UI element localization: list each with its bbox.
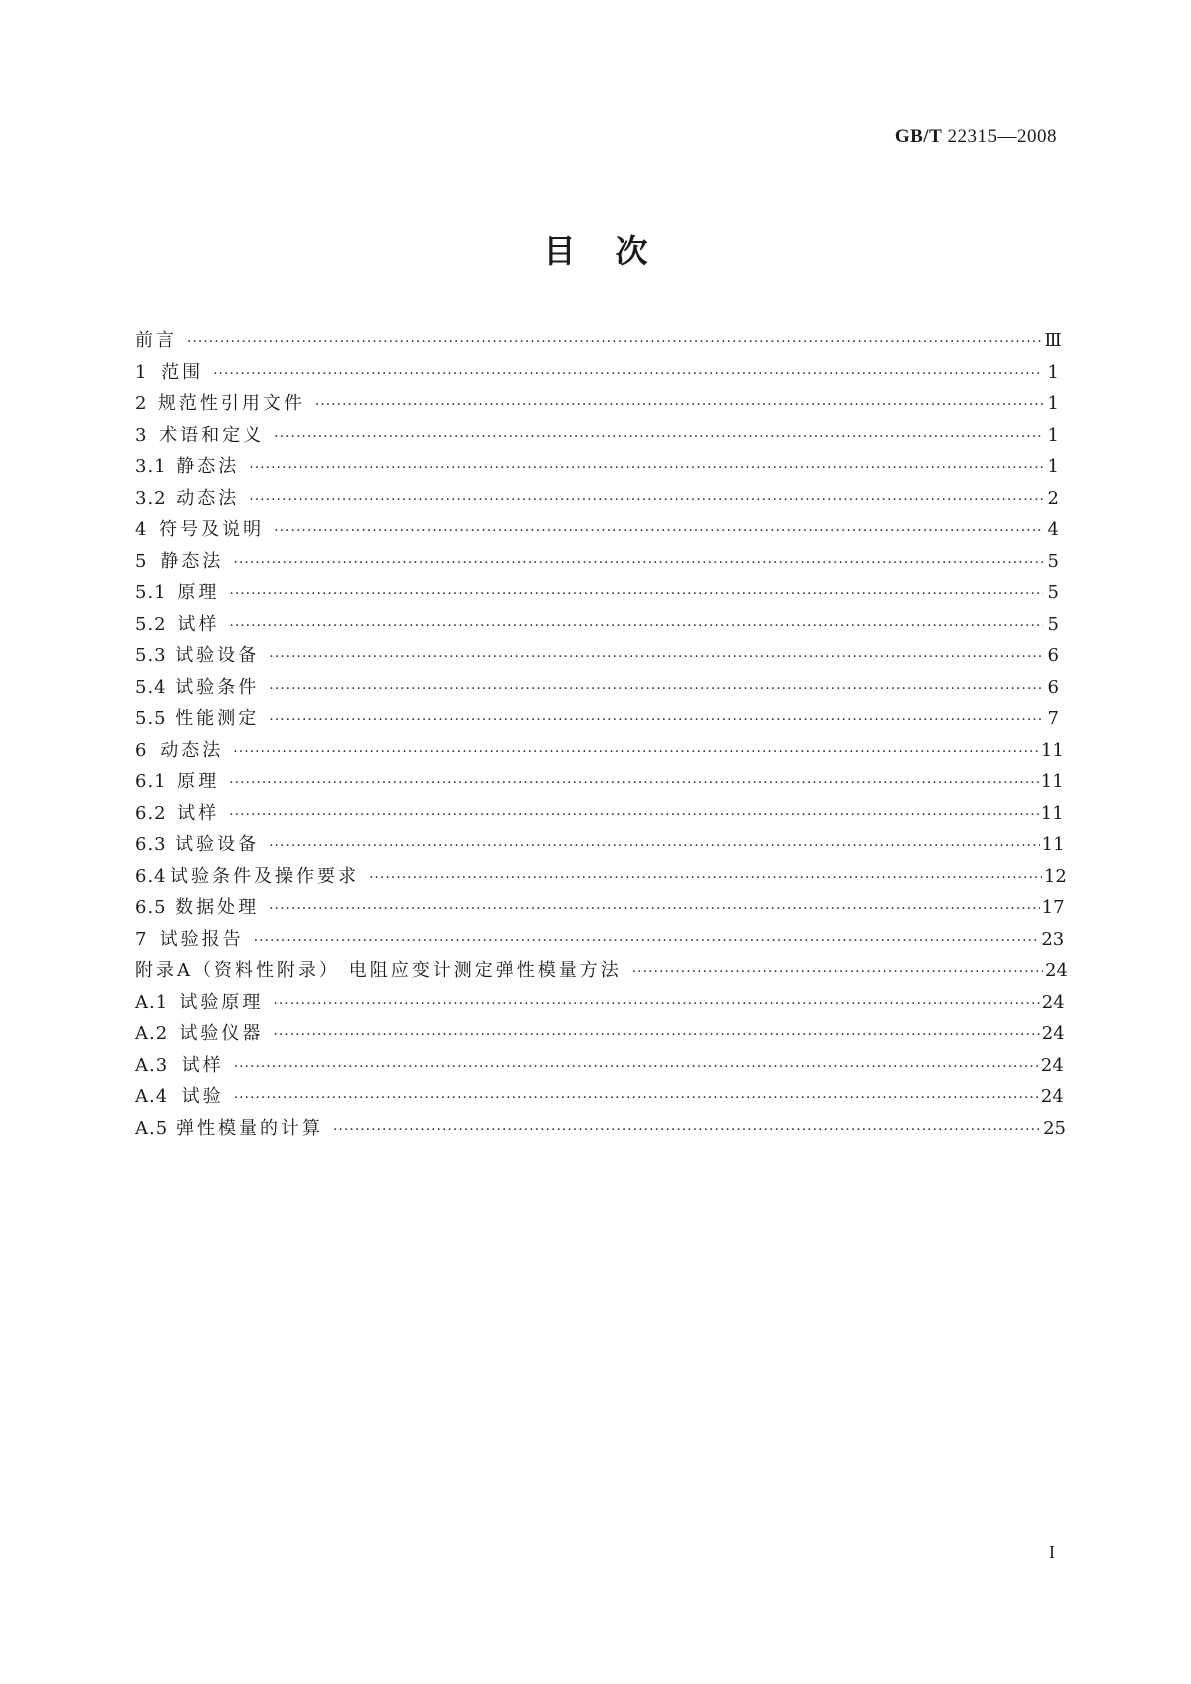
toc-entry-page: 24 [1045,960,1068,981]
toc-leader [628,957,1043,989]
toc-entry-number: 6.3 [135,834,167,855]
toc-leader [245,485,1043,517]
toc-entry-page: 25 [1043,1117,1066,1139]
toc-entry-number: 5 [135,550,148,572]
toc-entry[interactable] [135,357,1059,389]
toc-entry-label: 弹性模量的计算 [175,1117,323,1139]
toc-entry-label: 试样 [177,802,220,824]
toc-entry-page: 5 [1047,550,1059,572]
toc-entry[interactable] [135,892,1065,924]
toc-entry[interactable] [135,1050,1064,1082]
toc-entry[interactable] [135,451,1059,483]
toc-entry-number: 5.2 [135,613,167,635]
toc-entry[interactable] [135,703,1059,735]
toc-entry-number: 6.5 [135,897,167,918]
toc-entry-label: 范围 [161,361,204,383]
toc-entry-page: 4 [1047,519,1059,540]
toc-leader [230,1052,1039,1084]
toc-entry-number: 1 [135,361,148,383]
toc-entry[interactable] [135,388,1059,420]
toc-entry-page: 7 [1047,708,1059,729]
toc-leader [270,516,1043,548]
toc-entry-page: 1 [1047,424,1059,446]
toc-entry-label: 试验设备 [175,834,260,855]
toc-leader [265,674,1043,706]
toc-leader [329,1115,1041,1147]
toc-entry-label: 原理 [177,582,220,603]
toc-entry-page: 11 [1040,802,1064,824]
toc-leader [225,579,1043,611]
toc-leader [229,737,1039,769]
toc-entry[interactable] [135,735,1064,767]
toc-entry-page: 23 [1041,928,1065,950]
toc-entry[interactable] [135,766,1064,798]
toc-entry-number: 5.5 [135,708,167,729]
toc-entry-label: 试验设备 [175,645,260,666]
toc-entry-number: 6.2 [135,802,167,824]
toc-entry-label: 试样 [177,613,220,635]
toc-entry-page: 2 [1047,487,1059,509]
toc-leader [265,831,1040,863]
toc-entry-number: 3.2 [135,487,167,509]
toc-entry-page: 1 [1047,456,1059,477]
toc-entry[interactable] [135,577,1059,609]
toc-leader [229,548,1043,580]
toc-entry-label: 原理 [177,771,220,792]
toc-leader [311,390,1043,422]
toc-entry[interactable] [135,546,1059,578]
standard-code [895,126,1057,148]
toc-entry-number: A.5 [135,1117,169,1139]
toc-entry-number: A.3 [135,1054,169,1076]
toc-leader [250,926,1040,958]
toc-leader [365,863,1042,895]
toc-entry[interactable] [135,672,1059,704]
toc-entry-label: 试验条件 [175,676,260,698]
toc-entry[interactable] [135,609,1059,641]
toc-entry-page: 11 [1041,834,1065,855]
toc-entry-number: 3.1 [135,456,167,477]
toc-entry[interactable] [135,829,1065,861]
toc-entry-number: 5.3 [135,645,167,666]
toc-entry-page: 11 [1040,739,1064,761]
toc-entry[interactable] [135,924,1065,956]
toc-entry-page: 24 [1040,1086,1064,1107]
toc-entry-label: 试验原理 [179,991,264,1013]
toc-leader [270,422,1043,454]
toc-entry-number: 5.4 [135,676,167,698]
toc-leader [225,800,1039,832]
toc-entry-page: 5 [1047,613,1059,635]
toc-entry[interactable] [135,483,1059,515]
table-of-contents [135,325,1068,1144]
toc-entry-label: 数据处理 [175,897,260,918]
toc-entry-label: 静态法 [176,456,240,477]
toc-entry-label: 试验 [181,1086,224,1107]
toc-entry-label: 试样 [181,1054,224,1076]
toc-entry-number: A.1 [135,991,169,1013]
toc-entry-label: 静态法 [160,550,224,572]
toc-entry-page: 11 [1040,771,1064,792]
toc-entry-number: 6.4 [135,865,167,887]
toc-entry-number: A.2 [135,1023,169,1044]
toc-entry-page: 6 [1047,676,1059,698]
toc-entry-page: 24 [1041,991,1065,1013]
page-title: 目次 [543,232,688,270]
toc-leader [230,1083,1039,1115]
standard-number: 22315—2008 [947,126,1057,147]
toc-entry[interactable] [135,798,1064,830]
toc-entry-page: 1 [1047,361,1059,383]
toc-entry-number: A.4 [135,1086,169,1107]
toc-entry[interactable] [135,955,1068,987]
toc-leader [269,1020,1039,1052]
toc-entry-number: 7 [135,928,148,950]
toc-entry-label: 试验报告 [159,928,244,950]
toc-leader [245,453,1043,485]
toc-entry-label: 试验条件及操作要求 [169,865,359,887]
toc-entry-number: 5.1 [135,582,167,603]
toc-entry-page: 6 [1047,645,1059,666]
toc-entry-label: 附录A（资料性附录） 电阻应变计测定弹性模量方法 [135,960,622,981]
toc-entry-number: 4 [135,519,148,540]
toc-entry-page: 12 [1043,865,1067,887]
toc-entry[interactable] [135,420,1059,452]
toc-entry-page: Ⅲ [1044,330,1062,351]
toc-entry[interactable] [135,1081,1064,1113]
toc-entry[interactable] [135,1113,1066,1145]
toc-entry-number: 2 [135,393,148,414]
toc-entry-label: 前言 [135,330,177,351]
toc-leader [225,768,1039,800]
toc-entry-label: 规范性引用文件 [157,393,305,414]
toc-entry-page: 24 [1041,1023,1065,1044]
toc-leader [225,611,1043,643]
toc-entry[interactable] [135,325,1062,357]
standard-prefix: GB/T [894,126,943,147]
toc-entry-number: 6.1 [135,771,167,792]
toc-entry-number: 3 [135,424,148,446]
toc-entry[interactable] [135,1018,1065,1050]
toc-leader [269,989,1039,1021]
toc-entry-label: 动态法 [176,487,240,509]
toc-entry-label: 动态法 [160,739,224,761]
page-number: I [1049,1542,1055,1562]
toc-leader [265,705,1043,737]
toc-leader [209,359,1043,391]
toc-entry-number: 6 [135,739,148,761]
toc-entry[interactable] [135,514,1059,546]
toc-entry[interactable] [135,861,1067,893]
toc-entry-label: 符号及说明 [159,519,265,540]
toc-entry-page: 5 [1047,582,1059,603]
toc-entry-label: 试验仪器 [179,1023,264,1044]
toc-leader [265,894,1040,926]
toc-entry-page: 1 [1047,393,1059,414]
toc-entry-label: 术语和定义 [159,424,265,446]
toc-entry-page: 17 [1041,897,1065,918]
toc-leader [265,642,1043,674]
toc-entry[interactable] [135,987,1065,1019]
toc-entry-page: 24 [1040,1054,1064,1076]
toc-entry[interactable] [135,640,1059,672]
toc-entry-label: 性能测定 [175,708,260,729]
toc-leader [183,327,1042,359]
